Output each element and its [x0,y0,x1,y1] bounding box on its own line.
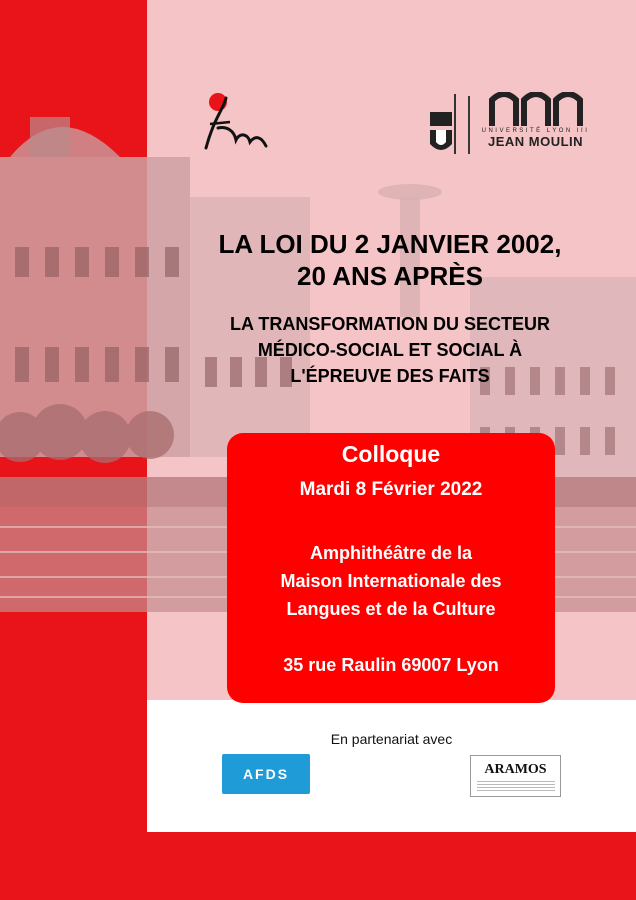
venue-line-1: Amphithéâtre de la [309,543,473,563]
universite-de-lyon-logo [426,92,462,158]
event-kind: Colloque [341,441,441,467]
title-line-1: LA LOI DU 2 JANVIER 2002, [218,229,562,259]
subtitle-line-3: L'ÉPREUVE DES FAITS [290,366,490,386]
subtitle-line-2: MÉDICO-SOCIAL ET SOCIAL À [257,340,523,360]
partner-area [147,700,636,832]
jean-moulin-logo [478,92,593,158]
logo-divider [468,96,470,154]
main-title [150,228,630,292]
event-date: Mardi 8 Février 2022 [299,479,483,500]
ifoss-logo [196,88,276,163]
afds-logo: AFDS [222,754,310,794]
partner-label: En partenariat avec [330,731,453,747]
aramos-subtext-lines [477,781,555,791]
subtitle-line-1: LA TRANSFORMATION DU SECTEUR [230,314,550,334]
event-venue [227,539,555,623]
bottom-red-band [0,832,636,900]
subtitle [150,311,630,389]
jm-university-label: UNIVERSITÉ LYON III [481,128,590,134]
event-info-box [227,433,555,703]
event-address: 35 rue Raulin 69007 Lyon [283,655,499,675]
venue-line-3: Langues et de la Culture [286,599,496,619]
title-line-2: 20 ANS APRÈS [297,261,483,291]
left-red-band-overlay [0,0,147,97]
aramos-name: ARAMOS [484,762,547,777]
venue-line-2: Maison Internationale des [280,571,502,591]
jm-name-label: JEAN MOULIN [487,134,584,149]
aramos-logo [470,755,561,797]
